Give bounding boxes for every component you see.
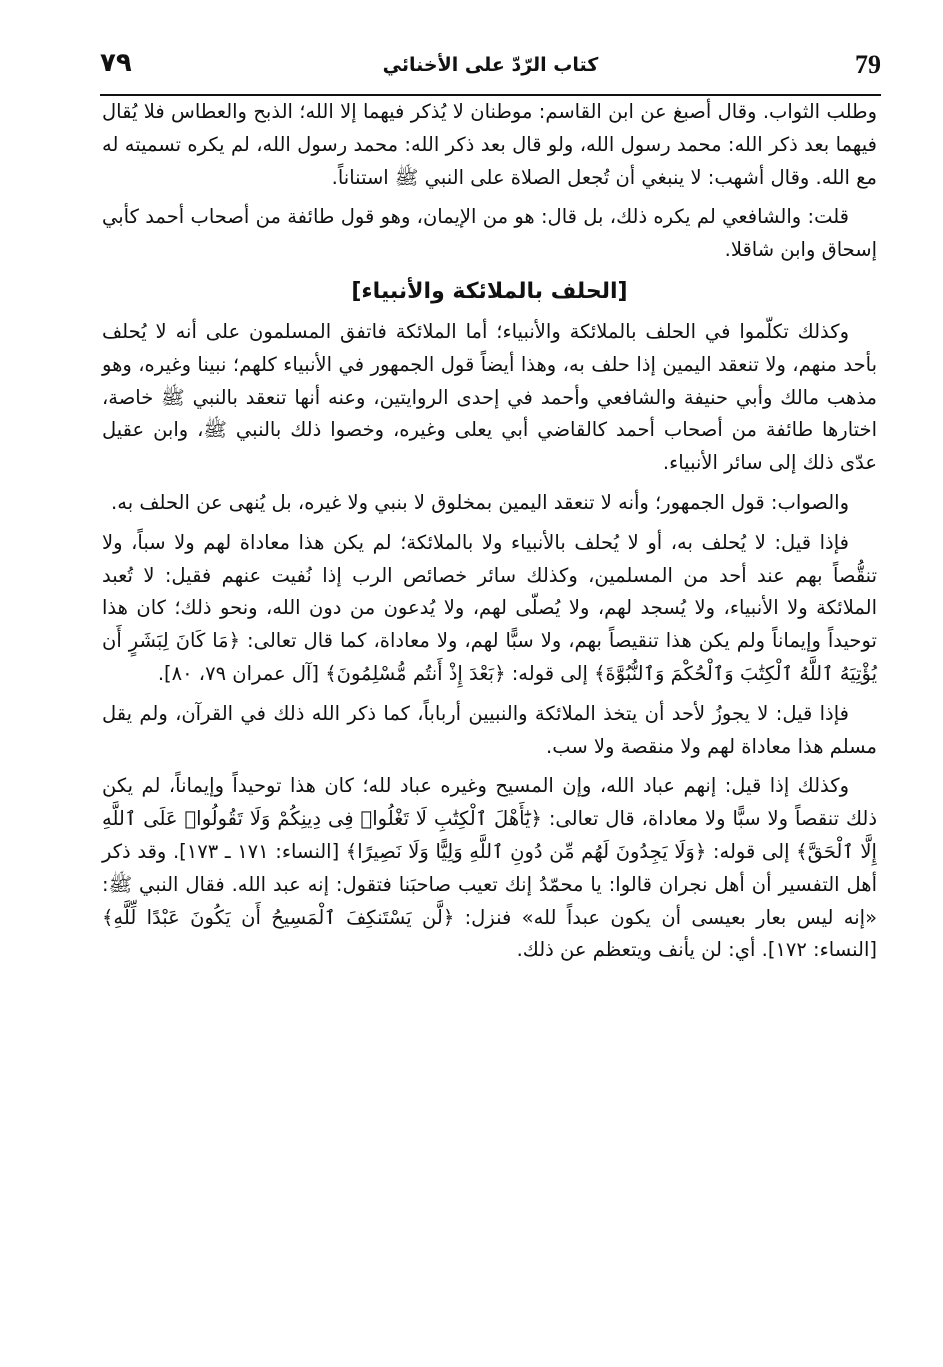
paragraph-2: قلت: والشافعي لم يكره ذلك، بل قال: هو من الإيمان، وهو قول طائفة من أصحاب أحمد كأبي إسحاق وابن شاقلا. bbox=[102, 205, 877, 262]
paragraph-5: فإذا قيل: لا يُحلف به، أو لا يُحلف بالأنبياء ولا بالملائكة؛ لم يكن هذا معاداة لهم ولا سباً، ولا تنقُّصاً بهم عند أحد من المسلمين، وكذلك سائر خصائص الرب إذا نُفيت عنهم فقيل: لا تُعبد الملائكة ولا الأنبياء، ولا يُسجد لهم، ولا يُصلّى لهم، ولا يُدعون من دون الله، ونحو ذلك؛ كان هذا توحيداً وإيماناً ولم يكن هذا تنقيصاً بهم، ولا سبًّا لهم، ولا معاداة، كما قال تعالى: ﴿مَا كَانَ لِبَشَرٍ أَن يُؤْتِيَهُ ٱللَّهُ ٱلْكِتَٰبَ وَٱلْحُكْمَ وَٱلنُّبُوَّةَ﴾ إلى قوله: ﴿بَعْدَ إِذْ أَنتُم مُّسْلِمُونَ﴾ [آل عمران ٧٩، ٨٠]. bbox=[102, 530, 877, 685]
paragraph-3: وكذلك تكلّموا في الحلف بالملائكة والأنبياء؛ أما الملائكة فاتفق المسلمون على أنه لا يُحلف بأحد منهم، ولا تنعقد اليمين إذا حلف به، وهذا أيضاً قول الجمهور في الأنبياء كلهم؛ نبينا وغيره، وهو مذهب مالك وأبي حنيفة والشافعي وأحمد في إحدى الروايتين، وعنه أنها تنعقد بالنبي ﷺ خاصة، اختارها طائفة من أصحاب أحمد كالقاضي أبي يعلى وغيره، وخصوا ذلك بالنبي ﷺ، وابن عقيل عدّى ذلك إلى سائر الأنبياء. bbox=[102, 319, 877, 475]
paragraph-1: وطلب الثواب. وقال أصبغ عن ابن القاسم: موطنان لا يُذكر فيهما إلا الله؛ الذبح والعطاس فلا يُقال فيهما بعد ذكر الله: محمد رسول الله، ولو قال بعد ذكر الله: محمد رسول الله، لم يكره تسميته له مع الله. وقال أشهب: لا ينبغي أن تُجعل الصلاة على النبي ﷺ استناناً. bbox=[102, 100, 877, 189]
book-title: كتاب الرّدّ على الأخنائي bbox=[382, 54, 599, 76]
paragraph-4: والصواب: قول الجمهور؛ وأنه لا تنعقد اليمين بمخلوق لا بنبي ولا غيره، بل يُنهى عن الحلف به. bbox=[111, 490, 849, 514]
paragraph-7: وكذلك إذا قيل: إنهم عباد الله، وإن المسيح وغيره عباد لله؛ كان هذا توحيداً وإيماناً، لم يكن ذلك تنقصاً ولا سبًّا ولا معاداة، قال تعالى: ﴿يَٰٓأَهْلَ ٱلْكِتَٰبِ لَا تَغْلُوا۟ فِى دِينِكُمْ وَلَا تَقُولُوا۟ عَلَى ٱللَّهِ إِلَّا ٱلْحَقَّ﴾ إلى قوله: ﴿وَلَا يَجِدُونَ لَهُم مِّن دُونِ ٱللَّهِ وَلِيًّا وَلَا نَصِيرًا﴾ [النساء: ١٧١ ـ ١٧٣]. وقد ذكر أهل التفسير أن أهل نجران قالوا: يا محمّدُ إنك تعيب صاحبَنا فتقول: إنه عبد الله. فقال النبي ﷺ: «إنه ليس بعار بعيسى أن يكون عبداً لله» فنزل: ﴿لَّن يَسْتَنكِفَ ٱلْمَسِيحُ أَن يَكُونَ عَبْدًا لِّلَّهِ﴾ [النساء: ١٧٢]. أي: لن يأنف ويتعظم عن ذلك. bbox=[102, 774, 877, 962]
paragraph-6: فإذا قيل: لا يجوزُ لأحد أن يتخذ الملائكة والنبيين أرباباً، كما ذكر الله ذلك في القرآن، ولم يقل مسلم هذا معاداة لهم ولا منقصة ولا سب. bbox=[102, 701, 877, 758]
page-header bbox=[100, 44, 881, 94]
page-body bbox=[102, 96, 877, 974]
section-heading: [الحلف بالملائكة والأنبياء] bbox=[351, 278, 628, 304]
page-number-latin: 79 bbox=[855, 50, 881, 79]
page-number-arabic: ٧٩ bbox=[100, 48, 132, 78]
